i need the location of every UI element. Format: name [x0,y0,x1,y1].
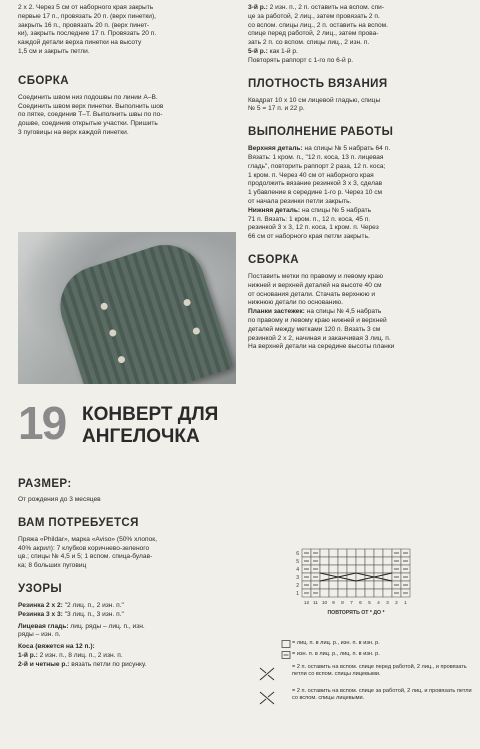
row-number: 5 [296,559,299,565]
text-line: Квадрат 10 х 10 см лицевой гладью, спицы [248,96,381,104]
text-line: 2 x 2. Через 5 см от наборного края закрыть [18,4,154,11]
legend-text: = 2 п. оставить на вспом. спице за работой, 2 лиц. и провязать петли со вспом. спицы лицевыми. [292,688,472,701]
text-line [248,233,474,242]
chart-cell [365,565,374,573]
bold-term: 3-й р.: [248,4,268,11]
legend-text: = изн. п. в лиц. р., лиц. п. в изн. р. [292,651,380,657]
column-number: 11 [313,601,318,606]
text-line [248,39,474,48]
text-line: От рождения до 3 месяцев [18,496,101,503]
bold-term: 5-й р.: [248,47,268,55]
term-text: вязать петли по рисунку. [69,660,147,668]
term-text: 1 кром. п. Через 40 см от наборного края [248,171,374,179]
text-line: Соединить швом верх пинетки. Выполнить шов [18,102,164,110]
chart-svg [290,545,420,625]
text-line [248,48,474,57]
chart-cell [356,581,365,589]
legend-item [258,664,474,684]
text-line: 3 пуговицы на верх каждой пинетки. [18,128,129,136]
text-line: дошве, соединив открытые участки. Пришить [18,120,158,128]
chart-cell [356,589,365,597]
text-line [248,57,474,66]
bold-term: 2-й и четные р.: [18,660,70,668]
text-line: каждой детали верха пинетки на высоту [18,39,142,47]
text-line [18,611,232,620]
term-text: Поставить метки по правому и левому краю [248,272,384,280]
chart-cell [329,549,338,557]
text-line [248,30,474,39]
section-heading: ВАМ ПОТРЕБУЕТСЯ [18,516,139,529]
term-text: зать 2 п. со вспом. спицы лиц., 2 изн. п. [248,39,370,47]
purl-symbol-icon [258,651,292,660]
text-line [248,335,474,344]
chart-cell [347,589,356,597]
chart-cell [320,581,329,589]
text-line [248,224,474,233]
cable-front-icon [258,664,292,684]
chart-cell [338,581,347,589]
assembly-section-right [248,254,474,352]
section-heading: СБОРКА [248,253,299,266]
text-line [248,207,474,216]
section-heading: УЗОРЫ [18,582,63,595]
project-title [82,404,218,448]
project-number: 19 [18,397,66,449]
term-text: по правому и левому краю нижней и верхней [248,316,387,324]
chart-cell [374,565,383,573]
term-text: от основания детали. Стачать верхнюю и [248,290,376,298]
chart-cell [374,557,383,565]
term-text: ряды – изн. п. [18,631,61,639]
term-text: резинкой 2 х 2, начиная и заканчивая 3 лиц. п. [248,334,391,342]
term-text: как 1-й р. [267,47,298,55]
column-number: 2 [395,601,398,606]
term-text: нижней и верхней деталей на высоте 40 см [248,281,382,289]
text-line: закрыть 16 п., провязать 20 п. (верх пинет- [18,21,150,29]
legend-text: = лиц. п. в лиц. р., изн. п. в изн. р. [292,640,380,646]
text-line [248,189,474,198]
term-text: На верхней детали на середине высоты планки [248,343,395,351]
text-line: первые 17 п., провязать 20 п. (верх пинетки), [18,12,156,20]
chart-cell [383,549,392,557]
chart-cell [356,549,365,557]
term-text: 66 см от наборного края петли закрыть. [248,233,370,241]
text-line [248,299,474,308]
chart-cell [383,589,392,597]
column-number: 3 [386,601,389,606]
term-text: "2 лиц. п., 2 изн. п." [62,601,124,609]
text-line [248,13,474,22]
text-line [248,4,474,13]
chart-cell [365,549,374,557]
text-line: № 5 = 17 п. и 22 р. [248,105,305,113]
term-text: продолжить вязание резинкой 3 х 3, сделав [248,180,383,188]
text-line [18,623,232,632]
term-text: Повторять раппорт с 1-го по 6-й р. [248,56,354,64]
bold-term: Резинка 3 х 3: [18,610,63,618]
text-line: ка; 8 больших пуговиц [18,562,87,570]
bold-term: Нижняя деталь: [248,206,301,214]
term-text: от начала резинки петли закрыть. [248,197,352,205]
chart-cell [374,581,383,589]
text-line [248,180,474,189]
bold-term: Резинка 2 х 2: [18,601,63,609]
chart-cell [383,581,392,589]
left-column [0,0,240,138]
gauge-section [248,78,474,115]
term-text: "3 лиц. п., 3 изн. п." [62,610,124,618]
row-number: 6 [296,551,299,557]
knitted-envelope-image [50,235,234,384]
text-line [248,326,474,335]
legend-item [258,651,474,660]
chart-cell [347,557,356,565]
term-text: 2 изн. п., 2 п. оставить на вспом. спи- [267,4,385,11]
text-line [248,291,474,300]
column-number: 12 [303,601,310,606]
column-number: 5 [368,601,371,606]
text-line: цв.; спицы № 4,5 и 5; 1 вспом. спица-булав- [18,553,153,561]
chart-cell [383,557,392,565]
chart-cell [365,557,374,565]
column-number: 4 [377,601,380,606]
intro-text [0,0,240,57]
chart-cell [338,549,347,557]
chart-cell [320,549,329,557]
column-number: 8 [341,601,344,606]
bold-term: Планки застежек: [248,308,305,316]
chart-cell [365,581,374,589]
chart-cell [383,565,392,573]
chart-cell [320,565,329,573]
text-line [18,661,232,670]
text-line [248,198,474,207]
legend-item [258,688,474,708]
text-line [18,652,232,661]
row-number: 4 [296,567,299,573]
term-text: нижнюю детали по основанию. [248,299,343,307]
chart-cell [347,549,356,557]
text-line [18,643,232,652]
section-heading: РАЗМЕР: [18,478,72,490]
chart-cell [356,565,365,573]
term-text: деталей между метками 120 п. Вязать 3 см [248,325,381,333]
patterns-section [0,583,240,670]
title-line: АНГЕЛОЧКА [82,426,200,447]
term-text: спице перед работой, 2 лиц., затем прова- [248,30,379,38]
title-line: КОНВЕРТ ДЛЯ [82,404,219,425]
assembly-section [0,75,240,138]
button-dot [192,327,201,336]
chart-cell [320,557,329,565]
bold-term: Коса (вяжется на 12 п.): [18,643,95,651]
text-line [248,282,474,291]
text-line [248,273,474,282]
term-text: на спицы № 5 набрать [300,206,372,214]
chart-cell [374,589,383,597]
chart-cell [338,565,347,573]
section-heading: СБОРКА [18,74,69,87]
text-line: Соединить швом низ подошвы по линии А–В. [18,93,158,101]
column-number: 6 [359,601,362,606]
text-line [248,317,474,326]
text-line [248,308,474,317]
text-line [18,631,232,640]
product-photo [18,232,236,384]
button-dot [108,329,117,338]
chart-cell [365,589,374,597]
cable-back-icon [258,688,292,708]
text-line: по пятке, соединив Т–Т. Выполнить швы по по- [18,111,163,119]
term-text: 2 изн. п., 8 лиц. п., 2 изн. п. [37,651,123,659]
column-number: 7 [350,601,353,606]
chart-cell [329,589,338,597]
knitting-chart [290,545,420,625]
legend-text: = 2 п. оставить на вспом. спице перед работой, 2 лиц., и провязать петли со вспом. спицы лицевыми. [292,664,467,677]
text-line [248,145,474,154]
term-text: 1 убавление в середине 1-го р. Через 10 см [248,189,383,197]
row-number: 1 [296,591,299,597]
text-line [248,163,474,172]
section-heading: ВЫПОЛНЕНИЕ РАБОТЫ [248,126,394,139]
chart-cell [347,565,356,573]
bold-term: Лицевая гладь: [18,622,69,630]
text-line [18,602,232,611]
text-line: 1,5 см и закрыть петли. [18,47,90,55]
legend-item [258,640,474,649]
button-dot [100,302,109,311]
text-line [248,154,474,163]
row-number: 2 [296,583,299,589]
cable-rows [248,4,474,66]
bold-term: 1-й р.: [18,651,38,659]
repeat-label: ПОВТОРЯТЬ ОТ * ДО * [327,610,385,616]
term-text: со вспом. спицы лиц., 2 п. оставить на вспом. [248,21,388,29]
term-text: Вязать: 1 кром. п., "12 п. коса, 13 п. лицевая [248,153,384,161]
bold-term: Верхняя деталь: [248,145,303,153]
text-line: ки), закрыть последние 17 п. Провязать 20 п. [18,30,157,38]
term-text: 71 п. Вязать: 1 кром. п., 12 п. коса, 45 п. [248,215,371,223]
chart-cell [374,549,383,557]
text-line [248,343,474,352]
column-number: 1 [404,601,407,606]
text-line: 40% акрил): 7 клубков коричнево-зеленого [18,544,150,552]
text-line: Пряжа «Phildar», марка «Aviso» (50% хлопок, [18,535,157,543]
chart-cell [356,557,365,565]
term-text: гладь", повторить раппорт 2 раза, 12 п. коса; [248,162,386,170]
button-dot [117,355,126,364]
section-heading: ПЛОТНОСТЬ ВЯЗАНИЯ [248,77,388,90]
size-section [0,478,240,505]
term-text: це за работой, 2 лиц., затем провязать 2 п. [248,12,380,20]
chart-cell [329,565,338,573]
work-section [248,126,474,242]
materials-section [0,517,240,571]
column-number: 9 [332,601,335,606]
chart-cell [338,589,347,597]
column-number: 10 [321,601,328,606]
chart-cell [338,557,347,565]
left-lower [0,478,240,670]
chart-cell [347,581,356,589]
term-text: лиц. ряды – лиц. п., изн. [68,622,145,630]
button-dot [183,298,192,307]
knit-symbol-icon [258,640,292,649]
term-text: на спицы № 5 набрать 64 п. [302,145,391,153]
chart-cell [329,557,338,565]
right-column [248,4,474,352]
term-text: на спицы № 4,5 набрать [304,308,382,316]
chart-cell [320,589,329,597]
chart-legend [258,640,474,710]
row-number: 3 [296,575,299,581]
term-text: резинкой 3 х 3, 12 п. коса, 1 кром. п. Через [248,224,379,232]
chart-cell [329,581,338,589]
